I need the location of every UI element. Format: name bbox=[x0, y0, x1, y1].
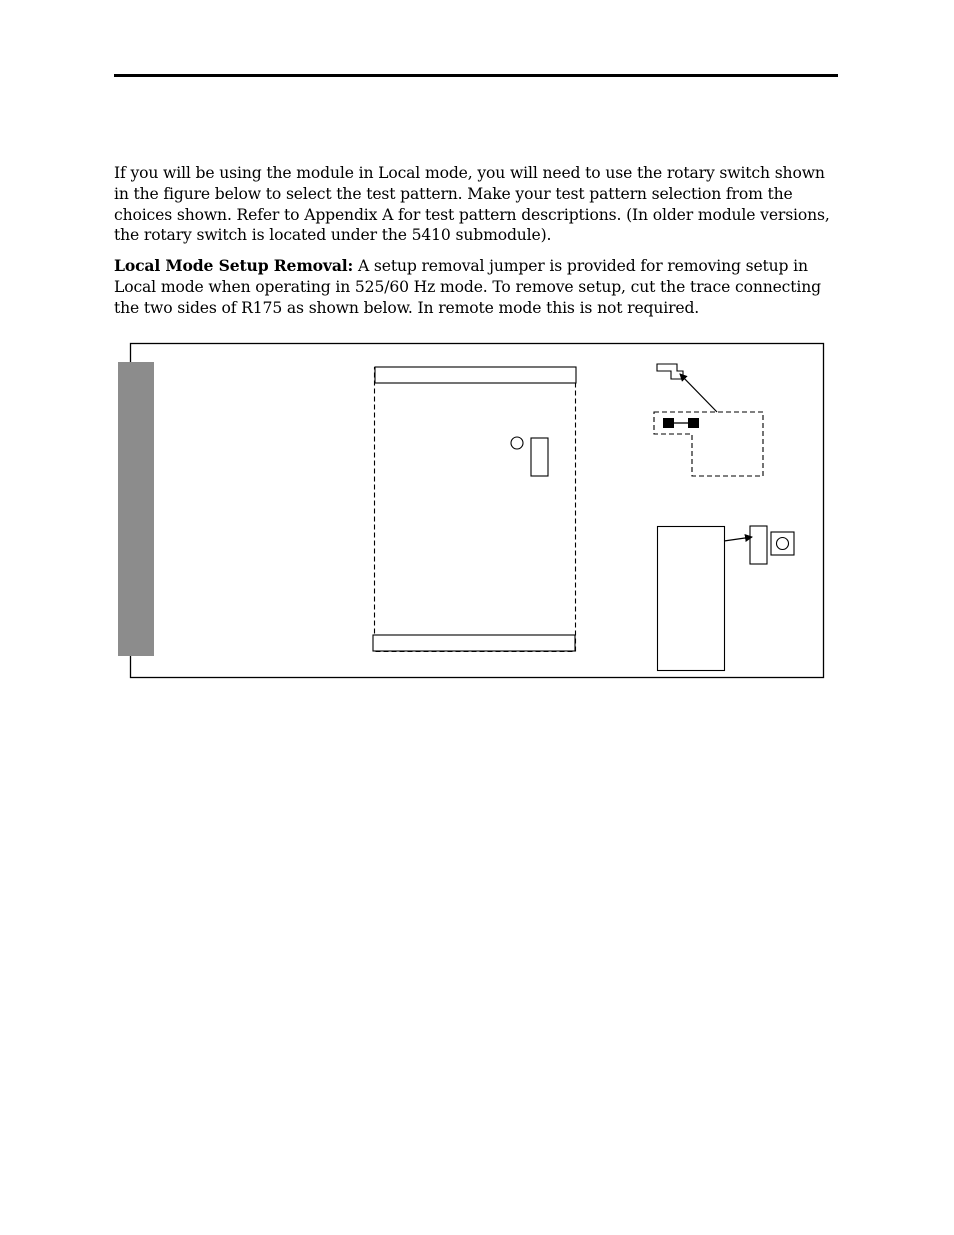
rotary-switch bbox=[531, 438, 548, 476]
submodule-outline bbox=[375, 368, 576, 652]
body-paragraph-local-mode bbox=[114, 163, 838, 246]
submodule-top-connector bbox=[375, 367, 576, 383]
paragraph-text: If you will be using the module in Local mode, you will need to use the rotary switch shown in the figure below to select the test pattern. Make your test pattern selection from the choices shown. Refer to Appendix A for test pattern descriptions. (In older module versions, the rotary switch is located under the 5410 submodule). bbox=[114, 164, 830, 245]
indicator-circle bbox=[777, 538, 789, 550]
board-outline bbox=[131, 344, 824, 678]
r175-pad-right bbox=[688, 418, 699, 428]
switch-leader-arrow bbox=[724, 537, 752, 541]
indicator-frame bbox=[771, 532, 794, 555]
r175-callout-tab bbox=[657, 364, 683, 379]
edge-connector bbox=[118, 362, 154, 656]
r175-dashed-region bbox=[654, 412, 763, 476]
paragraph-text: A setup removal jumper is provided for removing setup in Local mode when operating in 525/60 Hz mode. To remove setup, cut the trace connecting the two sides of R175 as shown below. In remote mode this is not required. bbox=[114, 257, 821, 317]
component-block bbox=[658, 527, 725, 671]
rotary-switch-indicator bbox=[511, 437, 523, 449]
submodule-bottom-connector bbox=[373, 635, 575, 651]
body-paragraph-setup-removal bbox=[114, 256, 838, 318]
header-rule bbox=[114, 74, 838, 77]
r175-leader-arrow bbox=[680, 374, 717, 412]
switch-body bbox=[750, 526, 767, 564]
paragraph-lead: Local Mode Setup Removal: bbox=[114, 256, 354, 275]
r175-pad-left bbox=[663, 418, 674, 428]
